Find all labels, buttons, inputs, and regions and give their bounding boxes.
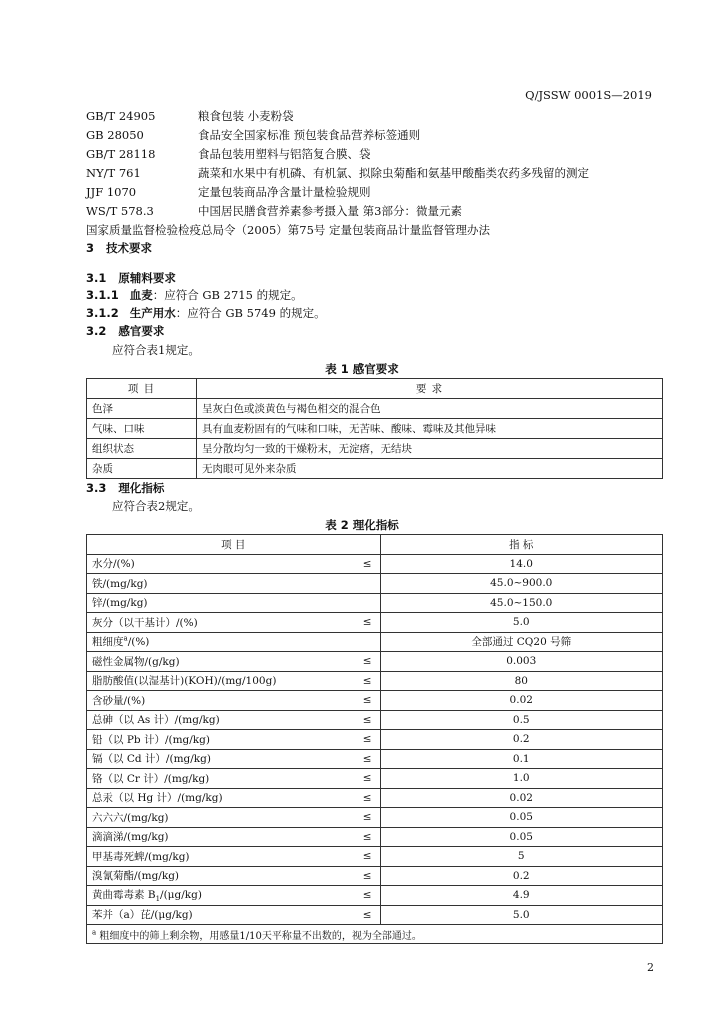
value-cell: 5.0 [380,613,663,633]
table-header-row [87,379,663,399]
footnote-marker: a [123,634,128,643]
value-cell: 0.1 [380,749,663,769]
table-footnote [87,925,663,944]
reference-title: 食品包装用塑料与铝箔复合膜、袋 [198,147,371,161]
reference-title: 定量包装商品净含量计量检验规则 [198,185,371,199]
item-cell: 六六六/(mg/kg) [87,808,345,828]
reference-item [86,183,666,202]
clause-number: 3.1.1 [86,288,119,302]
item-name: 粗细度 [92,636,124,649]
item-cell: 锌/(mg/kg) [87,593,345,613]
operator-cell: ≤ [345,710,381,730]
section-3-3-heading [86,480,164,496]
value-cell: 0.2 [380,866,663,886]
table-note-row [87,925,663,944]
reference-regulation: 国家质量监督检验检疫总局令（2005）第75号 定量包装商品计量监督管理办法 [86,223,491,237]
section-number: 3.1 [86,271,107,285]
clause-label: 生产用水 [129,306,176,320]
item-cell: 滴滴涕/(mg/kg) [87,827,345,847]
section-3-2-heading [86,323,164,339]
subscript: 1 [155,895,161,904]
table-row [87,593,663,613]
reference-title: 中国居民膳食营养素参考摄入量 第3部分：微量元素 [198,204,462,218]
value-cell: 0.5 [380,710,663,730]
item-cell: 水分/(%) [87,554,345,574]
requirement-cell: 具有血麦粉固有的气味和口味，无苦味、酸味、霉味及其他异味 [197,419,663,439]
page-number: 2 [647,961,654,974]
item-cell: 镉（以 Cd 计）/(mg/kg) [87,749,345,769]
item-cell: 铬（以 Cr 计）/(mg/kg) [87,769,345,789]
operator-cell: ≤ [345,886,381,906]
clause-text: ：应符合 GB 2715 的规定。 [152,288,303,302]
reference-item [86,164,666,183]
value-cell: 80 [380,671,663,691]
reference-item [86,145,666,164]
operator-cell: ≤ [345,808,381,828]
section-3-3-text: 应符合表2规定。 [112,499,200,513]
item-unit: /(%) [127,636,150,649]
sensory-requirements-table [86,378,663,479]
item-cell: 脂肪酸值(以湿基计)(KOH)/(mg/100g) [87,671,345,691]
operator-cell: ≤ [345,769,381,789]
table-row [87,419,663,439]
section-title: 理化指标 [118,481,165,495]
item-cell: 铁/(mg/kg) [87,574,345,594]
table-row [87,459,663,479]
operator-cell: ≤ [345,730,381,750]
item-cell: 组织状态 [87,439,197,459]
value-cell: 45.0~900.0 [380,574,663,594]
item-cell: 溴氰菊酯/(mg/kg) [87,866,345,886]
reference-code: JJF 1070 [86,185,137,199]
column-header-requirement: 要 求 [197,379,663,399]
value-cell: 0.2 [380,730,663,750]
reference-title: 食品安全国家标准 预包装食品营养标签通则 [198,128,421,142]
operator-cell: ≤ [345,905,381,925]
item-cell: 灰分（以干基计）/(%) [87,613,345,633]
reference-item [86,202,666,221]
item-cell: 杂质 [87,459,197,479]
item-cell: 色泽 [87,399,197,419]
table-row [87,866,663,886]
value-cell: 5.0 [380,905,663,925]
section-number: 3.2 [86,324,107,338]
item-cell: 铅（以 Pb 计）/(mg/kg) [87,730,345,750]
reference-title: 粮食包装 小麦粉袋 [198,109,294,123]
table-row [87,554,663,574]
operator-cell: ≤ [345,827,381,847]
value-cell: 4.9 [380,886,663,906]
item-cell: 甲基毒死蜱/(mg/kg) [87,847,345,867]
reference-item [86,126,666,145]
value-cell: 14.0 [380,554,663,574]
section-title: 感官要求 [118,324,165,338]
document-code: Q/JSSW 0001S—2019 [525,88,652,102]
clause-number: 3.1.2 [86,306,119,320]
reference-code: WS/T 578.3 [86,204,154,218]
requirement-cell: 无肉眼可见外来杂质 [197,459,663,479]
table-row [87,691,663,711]
section-number: 3 [86,241,95,255]
section-3-1-heading [86,270,176,286]
operator-cell: ≤ [345,788,381,808]
operator-cell: ≤ [345,613,381,633]
item-cell: 含砂量/(%) [87,691,345,711]
operator-cell: ≤ [345,554,381,574]
operator-cell: ≤ [345,749,381,769]
reference-code: GB 28050 [86,128,144,142]
table-2-caption: 表 2 理化指标 [325,518,399,532]
reference-code: GB/T 28118 [86,147,156,161]
value-cell: 0.003 [380,652,663,672]
table-row [87,827,663,847]
value-cell: 全部通过 CQ20 号筛 [380,632,663,652]
column-header-item: 项 目 [87,379,197,399]
physicochemical-indicators-table [86,534,663,944]
column-header-indicator: 指 标 [380,535,663,555]
column-header-item: 项 目 [87,535,381,555]
item-cell: 磁性金属物/(g/kg) [87,652,345,672]
item-cell: 总砷（以 As 计）/(mg/kg) [87,710,345,730]
value-cell: 5 [380,847,663,867]
value-cell: 0.05 [380,808,663,828]
table-row [87,652,663,672]
table-row [87,769,663,789]
table-row [87,632,663,652]
value-cell: 1.0 [380,769,663,789]
section-title: 技术要求 [106,241,153,255]
table-row [87,808,663,828]
item-cell [87,632,345,652]
reference-code: GB/T 24905 [86,109,156,123]
table-row [87,847,663,867]
reference-title: 蔬菜和水果中有机磷、有机氯、拟除虫菊酯和氨基甲酸酯类农药多残留的测定 [198,166,589,180]
table-row [87,574,663,594]
table-row [87,886,663,906]
value-cell: 0.02 [380,788,663,808]
table-row [87,905,663,925]
operator-cell [345,632,381,652]
value-cell: 45.0~150.0 [380,593,663,613]
requirement-cell: 呈灰白色或淡黄色与褐色相交的混合色 [197,399,663,419]
operator-cell: ≤ [345,691,381,711]
table-row [87,749,663,769]
item-unit: /(μg/kg) [160,889,202,902]
item-cell: 总汞（以 Hg 计）/(mg/kg) [87,788,345,808]
normative-references [86,107,666,240]
table-row [87,439,663,459]
footnote-text: 粗细度中的筛上剩余物，用感量1/10天平称量不出数的，视为全部通过。 [96,930,422,942]
item-cell: 苯并（a）芘/(μg/kg) [87,905,345,925]
reference-item [86,107,666,126]
reference-code: NY/T 761 [86,166,141,180]
table-row [87,671,663,691]
value-cell: 0.02 [380,691,663,711]
clause-label: 血麦 [129,288,153,302]
operator-cell [345,593,381,613]
requirement-cell: 呈分散均匀一致的干燥粉末，无淀瘩，无结块 [197,439,663,459]
table-header-row [87,535,663,555]
table-row [87,710,663,730]
item-name: 黄曲霉毒素 B [92,889,156,902]
section-3-heading [86,240,152,256]
section-title: 原辅料要求 [118,271,176,285]
section-3-2-text: 应符合表1规定。 [112,343,200,357]
table-1-caption: 表 1 感官要求 [325,362,399,376]
item-cell [87,886,345,906]
operator-cell [345,574,381,594]
footnote-marker: a [92,928,97,937]
value-cell: 0.05 [380,827,663,847]
table-row [87,613,663,633]
item-cell: 气味、口味 [87,419,197,439]
operator-cell: ≤ [345,652,381,672]
clause-text: ：应符合 GB 5749 的规定。 [175,306,326,320]
table-row [87,399,663,419]
clause-3-1-2 [86,305,326,321]
operator-cell: ≤ [345,671,381,691]
table-row [87,788,663,808]
section-number: 3.3 [86,481,107,495]
operator-cell: ≤ [345,866,381,886]
clause-3-1-1 [86,287,303,303]
operator-cell: ≤ [345,847,381,867]
table-row [87,730,663,750]
